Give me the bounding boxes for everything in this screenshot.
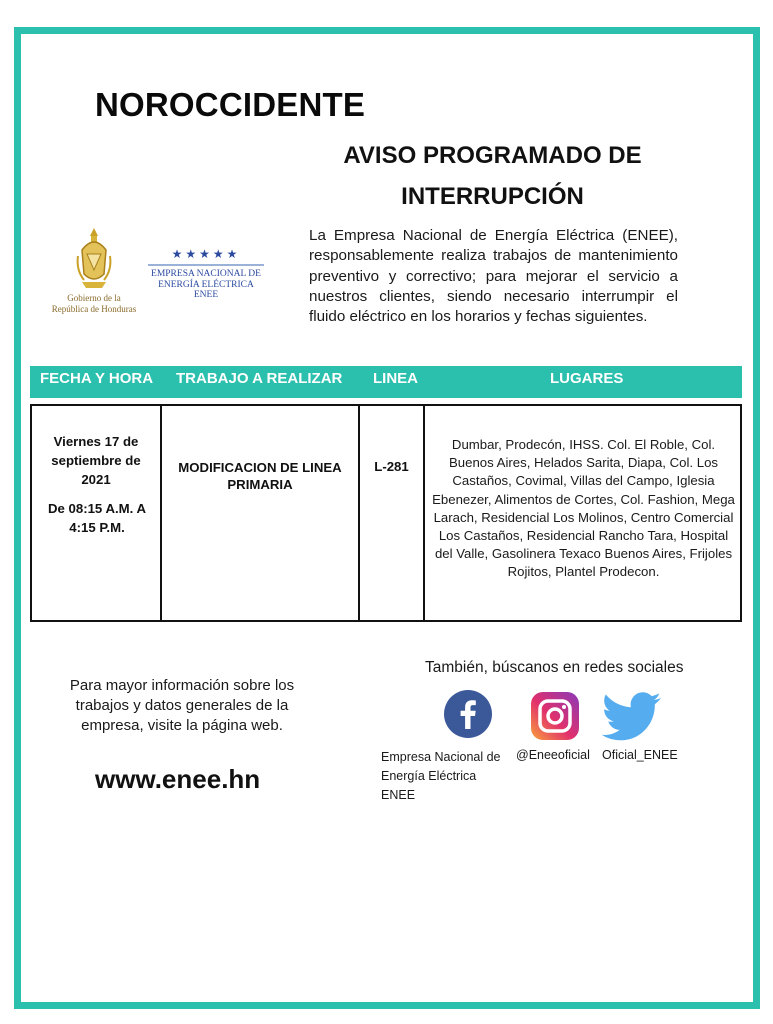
enee-logo-divider bbox=[148, 264, 264, 266]
government-caption-line1: Gobierno de la bbox=[67, 293, 121, 303]
facebook-label bbox=[381, 748, 511, 805]
facebook-label-line3: ENEE bbox=[381, 788, 416, 802]
header-lugares: LUGARES bbox=[550, 370, 624, 387]
header-trabajo: TRABAJO A REALIZAR bbox=[176, 370, 343, 387]
facebook-label-line1: Empresa Nacional de bbox=[381, 750, 501, 764]
twitter-label: Oficial_ENEE bbox=[602, 748, 678, 762]
more-info-text: Para mayor información sobre los trabajos y datos generales de la empresa, visite la página web. bbox=[69, 677, 295, 734]
facebook-icon[interactable] bbox=[443, 689, 493, 739]
places-cell bbox=[425, 406, 740, 620]
work-description: MODIFICACION DE LINEA PRIMARIA bbox=[178, 460, 342, 492]
outage-time: De 08:15 A.M. A 4:15 P.M. bbox=[48, 501, 146, 535]
outage-date: Viernes 17 de septiembre de 2021 bbox=[51, 434, 141, 487]
table-row bbox=[30, 404, 742, 622]
intro-paragraph: La Empresa Nacional de Energía Eléctrica (ENEE), responsablemente realiza trabajos de mantenimiento preventivo y correctivo; para mejorar el servicio a nuestros clientes, siendo necesario interrumpir el fluido eléctrico en los horarios y fechas siguientes. bbox=[309, 227, 678, 326]
website-link[interactable]: www.enee.hn bbox=[95, 764, 261, 794]
social-title: También, búscanos en redes sociales bbox=[425, 659, 684, 676]
instagram-icon[interactable] bbox=[530, 691, 580, 741]
region-title: NOROCCIDENTE bbox=[95, 86, 366, 123]
enee-logo-line3: ENEE bbox=[193, 290, 219, 300]
government-coat-of-arms-logo bbox=[46, 226, 142, 326]
work-cell bbox=[162, 406, 360, 620]
date-cell bbox=[32, 406, 162, 620]
affected-places: Dumbar, Prodecón, IHSS. Col. El Roble, Col. Buenos Aires, Helados Sarita, Diapa, Col. Los Castaños, Covimal, Villas del Campo, Iglesia Ebenezer, Alimentos de Cortes, Col. Fashion, Mega Larach, Residencial Los Molinos, Centro Comercial Los Castaños, Residencial Rancho Tara, Hospital del Valle, Gasolinera Texaco Buenos Aires, Frijoles Rojitos, Plantel Prodecon. bbox=[432, 437, 735, 580]
enee-logo-line2: ENERGÍA ELÉCTRICA bbox=[158, 279, 254, 290]
enee-logo bbox=[142, 248, 270, 318]
line-code: L-281 bbox=[374, 459, 409, 474]
enee-logo-line1: EMPRESA NACIONAL DE bbox=[151, 269, 261, 279]
line-cell bbox=[360, 406, 425, 620]
government-caption-line2: República de Honduras bbox=[51, 304, 137, 314]
enee-stars-icon: ★★★★★ bbox=[171, 247, 241, 261]
header-fecha: FECHA Y HORA bbox=[40, 370, 154, 387]
notice-title-line2: INTERRUPCIÓN bbox=[401, 183, 584, 210]
notice-title-line1: AVISO PROGRAMADO DE bbox=[343, 142, 642, 169]
header-linea: LINEA bbox=[373, 370, 418, 387]
coat-of-arms-icon bbox=[74, 226, 114, 292]
table-header bbox=[30, 366, 742, 398]
instagram-label: @Eneeoficial bbox=[516, 748, 590, 762]
facebook-label-line2: Energía Eléctrica bbox=[381, 769, 477, 783]
twitter-icon[interactable] bbox=[601, 692, 663, 742]
